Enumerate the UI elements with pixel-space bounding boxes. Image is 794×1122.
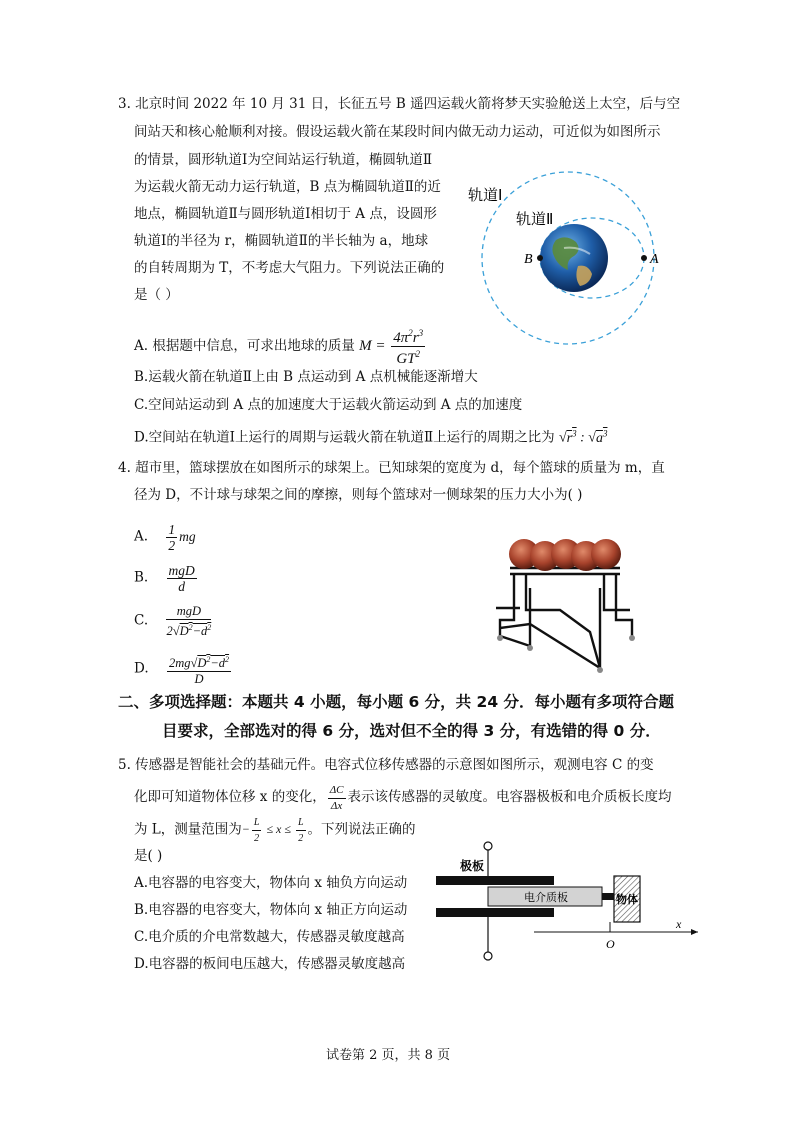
q3-line-4: 为运载火箭无动力运行轨道，B 点为椭圆轨道Ⅱ的近 xyxy=(134,179,441,195)
q4-option-d-formula: $\frac{2mg√D^2-d^2}{D}$ xyxy=(165,661,233,675)
rack-frame xyxy=(496,568,632,668)
q4-option-d-label: D. xyxy=(134,660,149,677)
q3-option-a xyxy=(134,326,427,367)
q4-option-b xyxy=(134,563,199,594)
capacitive-sensor-diagram xyxy=(430,836,710,966)
q4-line-2: 径为 D，不计球与球架之间的摩擦，则每个篮球对一侧球架的压力大小为( ) xyxy=(134,487,583,503)
origin-label: O xyxy=(606,937,615,951)
q3-line-7: 的自转周期为 T，不考虑大气阻力。下列说法正确的 xyxy=(134,260,445,276)
q3-line-5: 地点，椭圆轨道Ⅱ与圆形轨道Ⅰ相切于 A 点，设圆形 xyxy=(134,206,437,222)
q5-line-2 xyxy=(134,783,672,814)
q5-line-4: 是( ) xyxy=(134,848,163,864)
section-2-heading-line-2: 目要求，全部选对的得 6 分，选对但不全的得 3 分，有选错的得 0 分． xyxy=(162,722,661,740)
q5-sensitivity-formula: $\frac{\Delta C}{\Delta x}$ xyxy=(329,784,344,812)
q4-option-c xyxy=(134,604,213,639)
q3-line-2: 间站天和核心舱顺利对接。假设运载火箭在某段时间内做无动力运动，可近似为如图所示 xyxy=(134,124,661,140)
point-a-marker xyxy=(641,255,647,261)
q5-line-2-suffix: 表示该传感器的灵敏度。电容器极板和电介质板长度均 xyxy=(347,789,672,806)
q4-option-b-label: B. xyxy=(134,569,149,586)
basketball-icon xyxy=(591,539,621,569)
point-a-label: A xyxy=(650,252,659,267)
q4-line-1: 4. 超市里，篮球摆放在如图所示的球架上。已知球架的宽度为 d，每个篮球的质量为 m，直 xyxy=(118,460,665,476)
q3-line-8: 是（ ） xyxy=(134,287,179,303)
terminal-top xyxy=(484,842,492,850)
q4-option-a-formula: $\frac{1}{2}$ mg xyxy=(168,522,196,553)
q3-line-6: 轨道Ⅰ的半径为 r，椭圆轨道Ⅱ的半长轴为 a，地球 xyxy=(134,233,429,249)
rack-wheel xyxy=(497,635,503,641)
q5-line-3-prefix: 为 L，测量范围为 xyxy=(134,821,242,838)
dielectric-label: 电介质板 xyxy=(524,891,568,904)
section-2-heading-line-1: 二、多项选择题：本题共 4 小题，每小题 6 分，共 24 分．每小题有多项符合题 xyxy=(118,693,675,711)
rack-wheel xyxy=(629,635,635,641)
q5-option-a: A.电容器的电容变大，物体向 x 轴负方向运动 xyxy=(134,875,408,891)
q4-option-c-label: C. xyxy=(134,612,149,629)
basketball-rack-figure xyxy=(490,528,650,676)
capacitor-plate-top xyxy=(436,876,554,885)
point-b-marker xyxy=(537,255,543,261)
plate-label: 极板 xyxy=(460,859,485,873)
q4-option-a xyxy=(134,522,196,553)
q3-formula-mass: M = $\frac{4\pi^2r^3}{GT^2}$ xyxy=(359,328,424,367)
basketballs xyxy=(509,539,621,571)
point-b-label: B xyxy=(524,252,533,267)
object-label: 物体 xyxy=(616,893,638,906)
orbit-1-label: 轨道Ⅰ xyxy=(468,186,503,204)
q5-line-2-prefix: 化即可知道物体位移 x 的变化， xyxy=(134,789,326,806)
rack-wheel xyxy=(527,645,533,651)
q5-line-3 xyxy=(134,815,416,846)
q3-option-c: C.空间站运动到 A 点的加速度大于运载火箭运动到 A 点的加速度 xyxy=(134,397,523,413)
orbit-2-label: 轨道Ⅱ xyxy=(516,210,554,228)
rack-wheel xyxy=(597,667,603,673)
terminal-bottom xyxy=(484,952,492,960)
q5-option-b: B.电容器的电容变大，物体向 x 轴正方向运动 xyxy=(134,902,408,918)
earth-icon xyxy=(540,224,608,292)
connector-rod xyxy=(602,893,614,900)
q5-line-3-suffix: 。下列说法正确的 xyxy=(307,821,416,838)
q3-option-a-text: A. 根据题中信息，可求出地球的质量 xyxy=(134,337,355,354)
capacitor-plate-bottom xyxy=(436,908,554,917)
q3-formula-ratio: $√r^3$ : $√a^3$ xyxy=(558,428,608,446)
q4-option-a-label: A. xyxy=(134,528,149,545)
q5-range-formula: − $\frac{L}{2}$ ≤ x ≤ $\frac{L}{2}$ xyxy=(241,817,304,844)
q3-option-d xyxy=(134,423,607,449)
q3-line-3: 的情景，圆形轨道Ⅰ为空间站运行轨道，椭圆轨道Ⅱ xyxy=(134,152,433,168)
q3-line-1: 3. 北京时间 2022 年 10 月 31 日，长征五号 B 遥四运载火箭将梦天实验舱送上太空，后与空 xyxy=(118,96,681,112)
q3-option-d-text: D.空间站在轨道Ⅰ上运行的周期与运载火箭在轨道Ⅱ上运行的周期之比为 xyxy=(134,429,555,446)
q5-line-1: 5. 传感器是智能社会的基础元件。电容式位移传感器的示意图如图所示，观测电容 C 的变 xyxy=(118,757,654,773)
q4-option-b-formula: $\frac{\text{mgD}}{d}$ xyxy=(168,563,195,594)
x-axis-arrow-icon xyxy=(691,929,698,935)
q5-option-c: C.电介质的介电常数越大，传感器灵敏度越高 xyxy=(134,929,405,945)
q4-option-c-formula: $\frac{\text{mgD}}{2√D^2-d^2}$ xyxy=(166,604,212,639)
orbit-diagram xyxy=(456,168,688,346)
q5-option-d: D.电容器的板间电压越大，传感器灵敏度越高 xyxy=(134,956,406,972)
q4-option-d xyxy=(134,652,233,687)
x-axis-label: x xyxy=(676,917,682,931)
page-footer: 试卷第 2 页，共 8 页 xyxy=(326,1048,451,1063)
q3-option-b: B.运载火箭在轨道Ⅱ上由 B 点运动到 A 点机械能逐渐增大 xyxy=(134,369,478,385)
